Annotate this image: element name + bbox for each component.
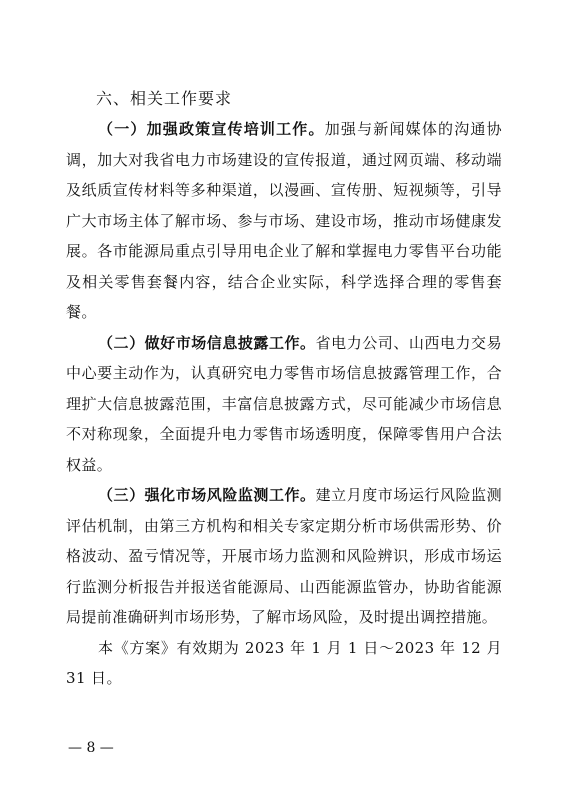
paragraph-risk-monitoring (66, 480, 502, 633)
paragraph-policy-publicity (66, 114, 502, 328)
section-heading: 六、相关工作要求 (96, 89, 233, 108)
paragraph-text: 建立月度市场运行风险监测评估机制，由第三方机构和相关专家定期分析市场供需形势、价格波动、盈亏情况等，开展市场力监测和风险辨识，形成市场运行监测分析报告并报送省能源局、山西能源监管办，协助省能源局提前准确研判市场形势，了解市场风险，及时提出调控措施。 (66, 486, 502, 626)
paragraph-text: 加强与新闻媒体的沟通协调，加大对我省电力市场建设的宣传报道，通过网页端、移动端及纸质宣传材料等多种渠道，以漫画、宣传册、短视频等，引导广大市场主体了解市场、参与市场、建设市场，推动市场健康发展。各市能源局重点引导用电企业了解和掌握电力零售平台功能及相关零售套餐内容，结合企业实际，科学选择合理的零售套餐。 (66, 120, 502, 321)
paragraph-info-disclosure (66, 328, 502, 481)
paragraph-lead: （三）强化市场风险监测工作。 (98, 486, 316, 504)
page-number: — 8 — (68, 740, 114, 756)
paragraph-lead: （一）加强政策宣传培训工作。 (98, 120, 325, 138)
paragraph-text: 本《方案》有效期为 2023 年 1 月 1 日～2023 年 12 月 31 日。 (66, 638, 502, 687)
paragraph-text: 省电力公司、山西电力交易中心要主动作为，认真研究电力零售市场信息披露管理工作，合理扩大信息披露范围，丰富信息披露方式，尽可能减少市场信息不对称现象，全面提升电力零售市场透明度，保障零售用户合法权益。 (66, 333, 502, 474)
paragraph-validity-period (66, 633, 502, 694)
paragraph-lead: （二）做好市场信息披露工作。 (98, 333, 316, 352)
body-text (66, 114, 502, 694)
